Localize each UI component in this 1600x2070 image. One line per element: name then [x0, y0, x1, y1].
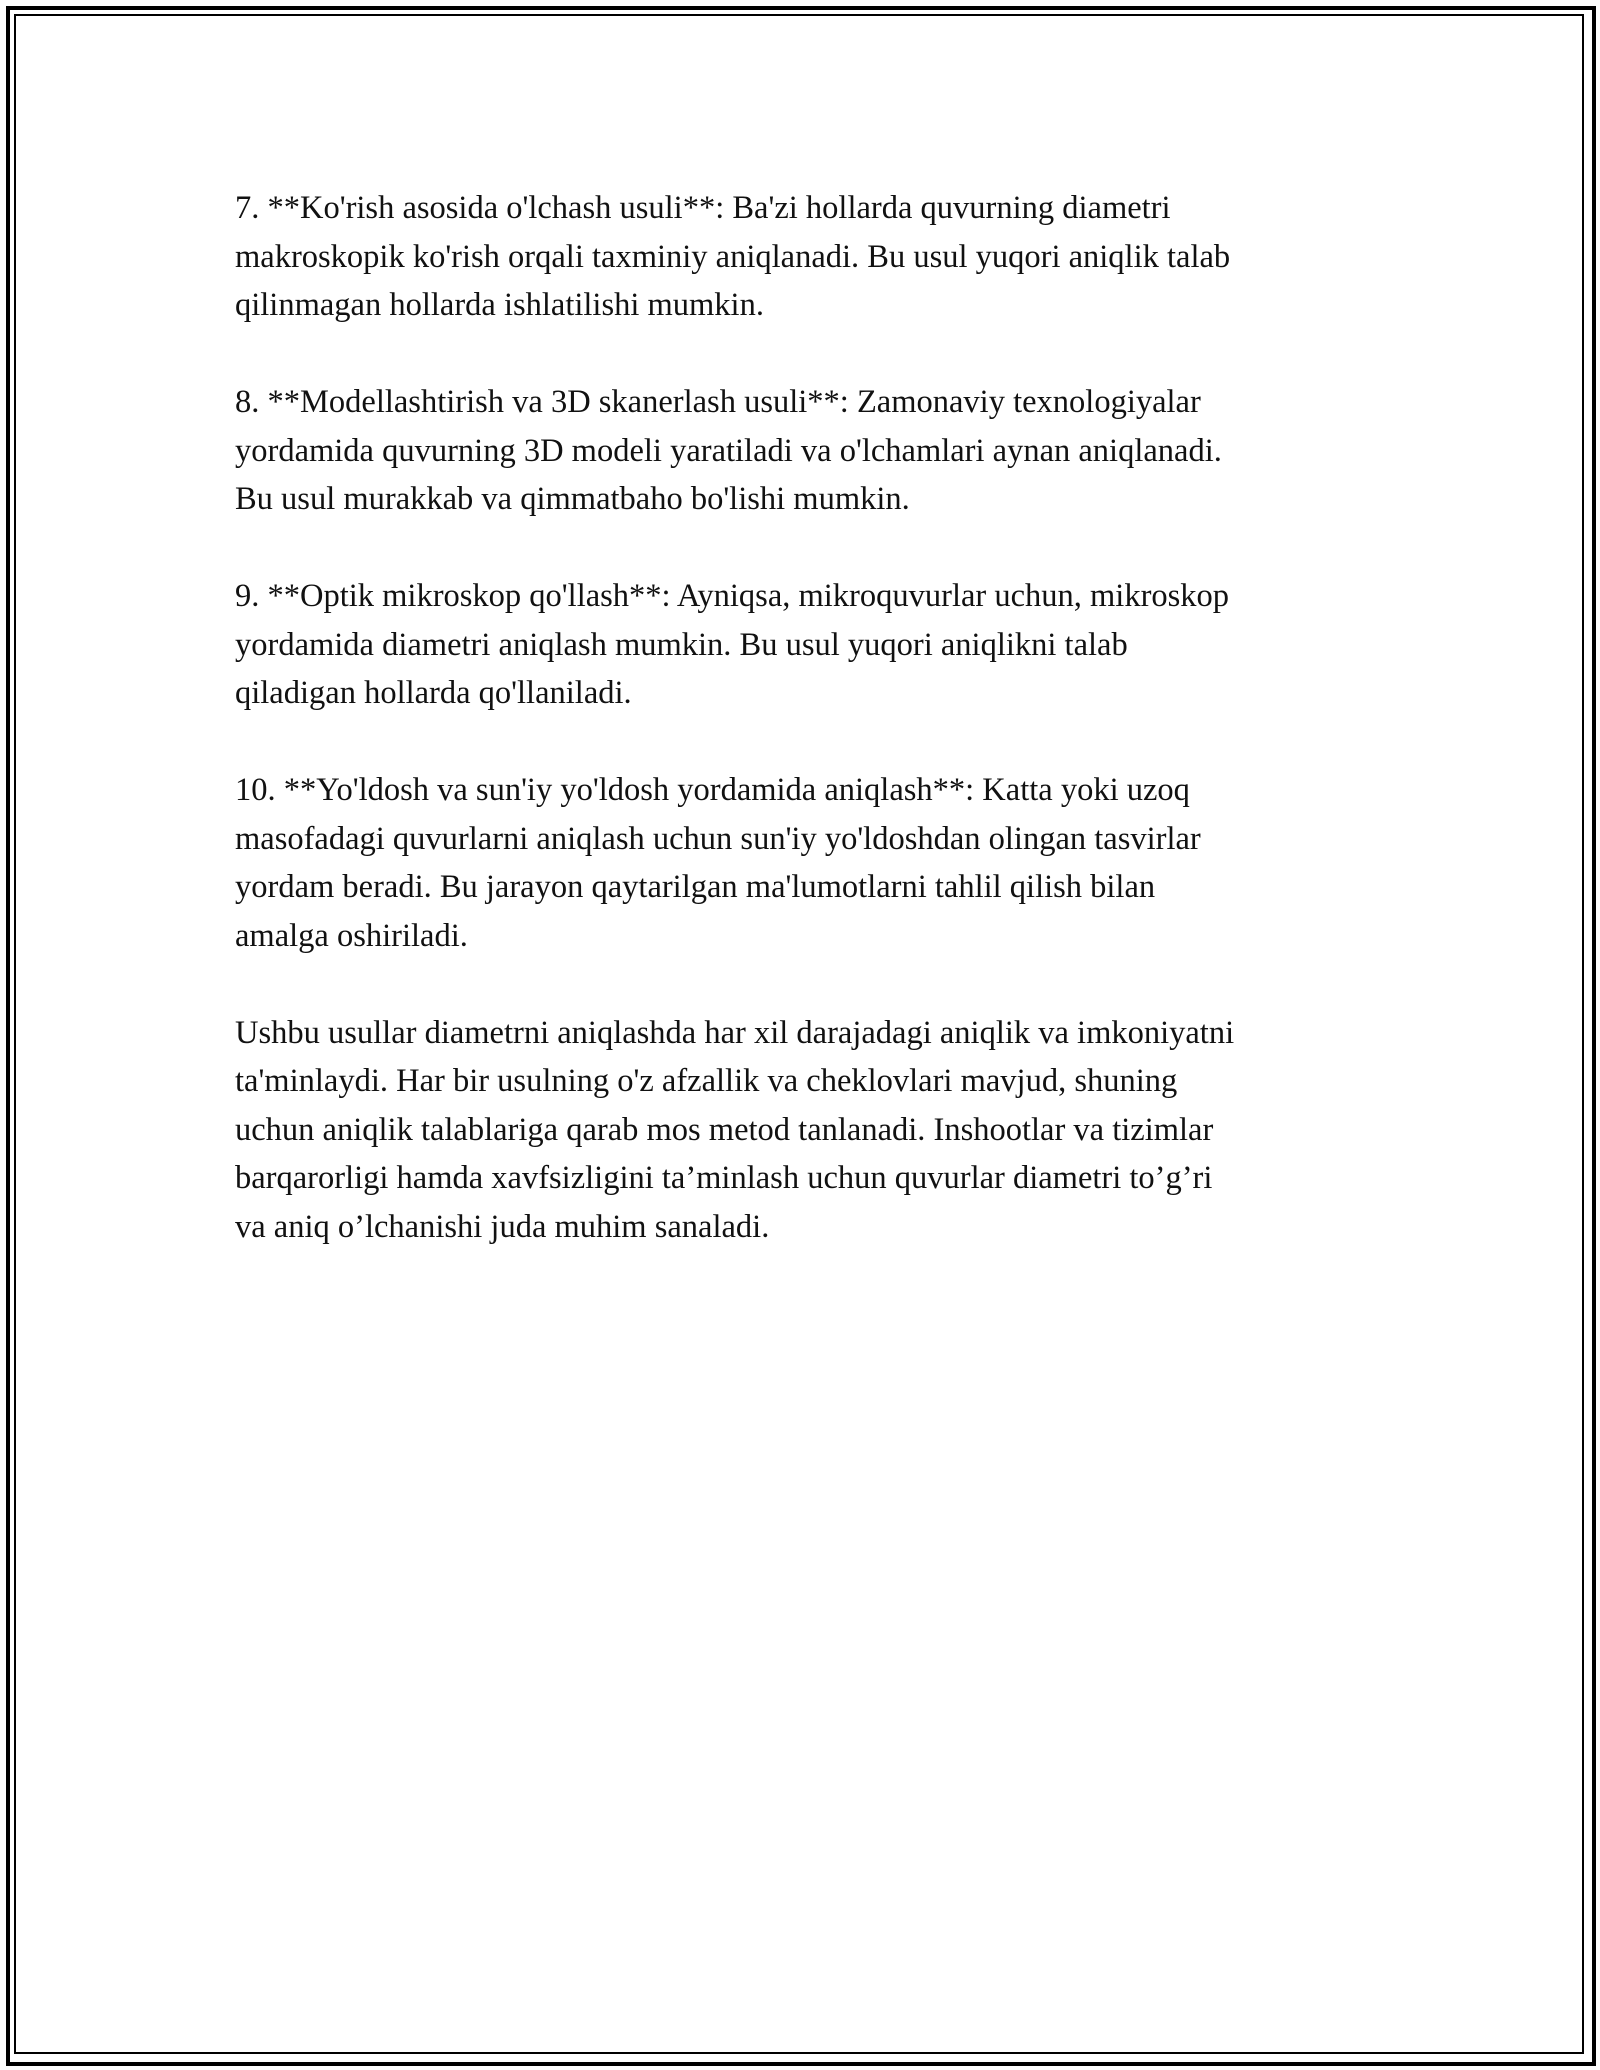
text-line: barqarorligi hamda xavfsizligini ta’minlash uchun quvurlar diametri to’g’ri [235, 1160, 1213, 1196]
text-line: amalga oshiriladi. [235, 917, 468, 954]
paragraph-conclusion [235, 1009, 1375, 1252]
text-line: va aniq o’lchanishi juda muhim sanaladi. [235, 1208, 770, 1245]
text-line: 8. **Modellashtirish va 3D skanerlash usuli**: Zamonaviy texnologiyalar [235, 384, 1201, 420]
text-line: 10. **Yo'ldosh va sun'iy yo'ldosh yordamida aniqlash**: Katta yoki uzoq [235, 772, 1190, 808]
text-line: uchun aniqlik talablariga qarab mos metod tanlanadi. Inshootlar va tizimlar [235, 1111, 1214, 1148]
text-line: qiladigan hollarda qo'llaniladi. [235, 675, 632, 711]
text-line: makroskopik ko'rish orqali taxminiy aniqlanadi. Bu usul yuqori aniqlik talab [235, 238, 1231, 275]
text-line: 9. **Optik mikroskop qo'llash**: Ayniqsa, mikroquvurlar uchun, mikroskop [235, 578, 1230, 614]
text-line: yordamida quvurning 3D modeli yaratiladi va o'lchamlari aynan aniqlanadi. [235, 432, 1222, 469]
paragraph-method-8 [235, 378, 1375, 524]
text-line: masofadagi quvurlarni aniqlash uchun sun'iy yo'ldoshdan olingan tasvirlar [235, 820, 1201, 857]
text-line: Bu usul murakkab va qimmatbaho bo'lishi mumkin. [235, 481, 910, 517]
paragraph-method-10 [235, 766, 1375, 960]
text-line: ta'minlaydi. Har bir usulning o'z afzallik va cheklovlari mavjud, shuning [235, 1063, 1178, 1099]
text-line: 7. **Ko'rish asosida o'lchash usuli**: Ba'zi hollarda quvurning diametri [235, 190, 1171, 226]
text-line: yordamida diametri aniqlash mumkin. Bu usul yuqori aniqlikni talab [235, 626, 1128, 663]
paragraph-method-7 [235, 184, 1375, 330]
text-line: yordam beradi. Bu jarayon qaytarilgan ma'lumotlarni tahlil qilish bilan [235, 869, 1156, 905]
document-body [235, 184, 1375, 1300]
text-line: qilinmagan hollarda ishlatilishi mumkin. [235, 287, 764, 323]
text-line: Ushbu usullar diametrni aniqlashda har xil darajadagi aniqlik va imkoniyatni [235, 1014, 1235, 1051]
paragraph-method-9 [235, 572, 1375, 718]
